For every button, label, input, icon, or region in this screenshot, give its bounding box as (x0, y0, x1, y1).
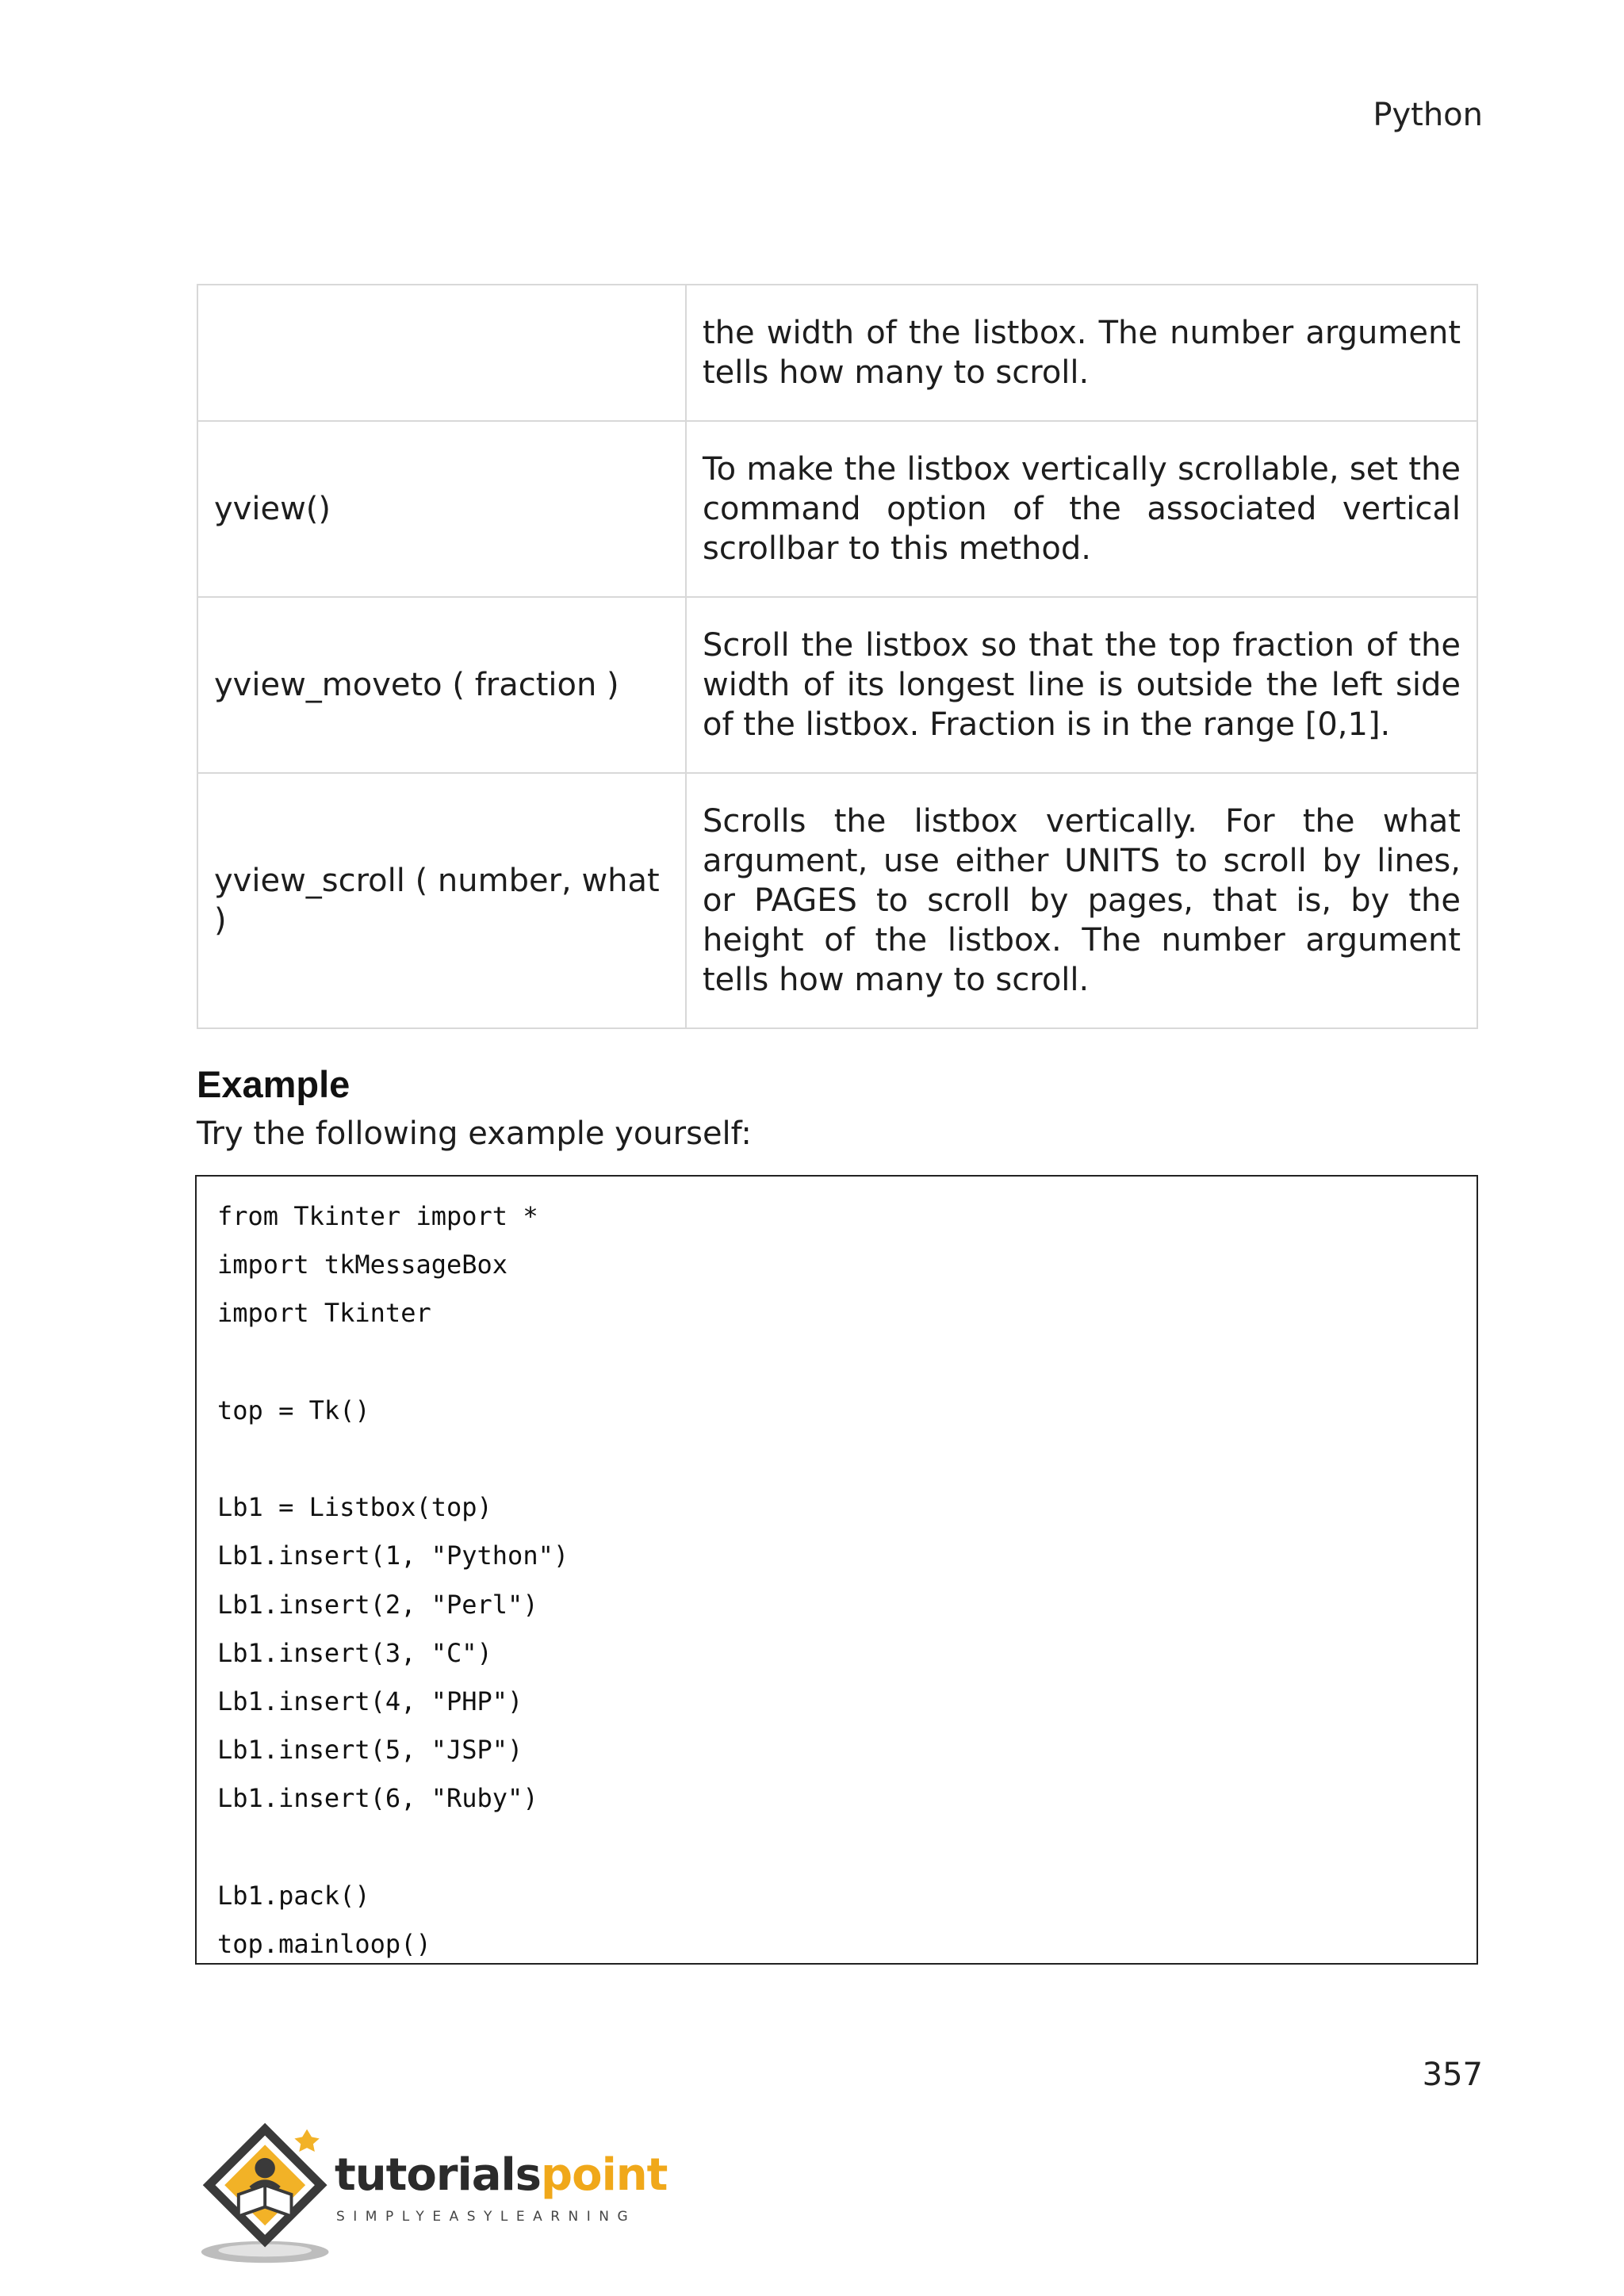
method-name-cell: yview() (197, 421, 686, 597)
code-line: from Tkinter import * (217, 1201, 538, 1231)
table-row (197, 421, 1477, 597)
tutorialspoint-logo-icon (193, 2114, 349, 2269)
logo-wordmark (335, 2150, 667, 2201)
code-line: import tkMessageBox (217, 1249, 508, 1280)
code-block (195, 1175, 1478, 1965)
methods-table (197, 284, 1478, 1029)
example-heading: Example (197, 1063, 350, 1105)
example-intro: Try the following example yourself: (197, 1115, 752, 1152)
table-row (197, 285, 1477, 421)
method-description-cell: Scrolls the listbox vertically. For the what argument, use either UNITS to scroll by lines, or PAGES to scroll by pages, that is, by the height of the listbox. The number argument tells how many to scroll. (686, 773, 1477, 1028)
method-description-cell: the width of the listbox. The number argument tells how many to scroll. (686, 285, 1477, 421)
method-description-cell: Scroll the listbox so that the top fraction of the width of its longest line is outside the left side of the listbox. Fraction is in the range [0,1]. (686, 597, 1477, 773)
code-line: Lb1.insert(5, "JSP") (217, 1735, 523, 1766)
logo-word-part1: tutorials (335, 2149, 542, 2201)
method-description-cell: To make the listbox vertically scrollable, set the command option of the associated vertical scrollbar to this method. (686, 421, 1477, 597)
tutorialspoint-logo (193, 2114, 701, 2272)
code-line: Lb1 = Listbox(top) (217, 1492, 492, 1523)
code-line: Lb1.insert(6, "Ruby") (217, 1783, 538, 1814)
table-row (197, 773, 1477, 1028)
code-line: Lb1.insert(2, "Perl") (217, 1589, 538, 1620)
code-line: import Tkinter (217, 1298, 431, 1329)
logo-word-part2: point (541, 2149, 668, 2201)
method-name-cell: yview_moveto ( fraction ) (197, 597, 686, 773)
code-line: Lb1.pack() (217, 1880, 370, 1911)
method-name-cell (197, 285, 686, 421)
code-line (217, 1338, 1477, 1387)
page-number: 357 (1422, 2057, 1483, 2093)
code-line: top.mainloop() (217, 1928, 431, 1959)
running-header: Python (1373, 97, 1483, 133)
code-line: top = Tk() (217, 1395, 370, 1425)
code-line: Lb1.insert(3, "C") (217, 1637, 492, 1668)
logo-tagline: SIMPLYEASYLEARNING (336, 2209, 637, 2225)
code-line (217, 1823, 1477, 1871)
code-line: Lb1.insert(4, "PHP") (217, 1686, 523, 1716)
method-name-cell: yview_scroll ( number, what ) (197, 773, 686, 1028)
code-line: Lb1.insert(1, "Python") (217, 1540, 569, 1571)
table-row (197, 597, 1477, 773)
code-line (217, 1435, 1477, 1483)
